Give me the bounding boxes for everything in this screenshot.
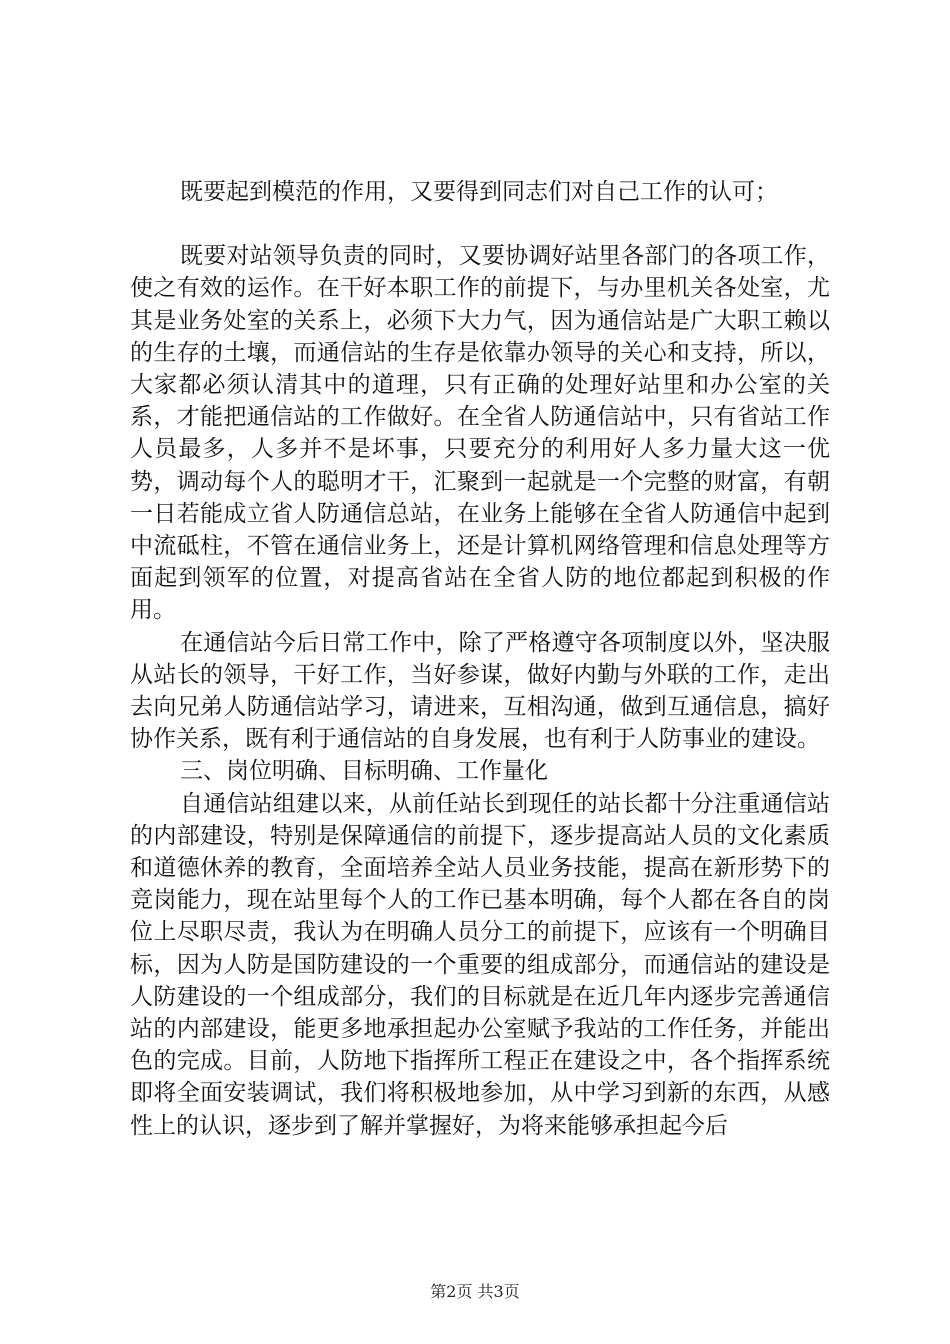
- paragraph-model-role: 既要起到模范的作用，又要得到同志们对自己工作的认可；: [180, 179, 778, 205]
- paragraph-coordination: 既要对站领导负责的同时，又要协调好站里各部门的各项工作，使之有效的运作。在干好本职工作的前提下，与办里机关各处室，尤其是业务处室的关系上，必须下大力气，因为通信站是广大职工赖以的生存的土壤，而通信站的生存是依靠办领导的关心和支持，所以，大家都必须认清其中的道理，只有正确的处理好站里和办公室的关系，才能把通信站的工作做好。在全省人防通信站中，只有省站工作人员最多，人多并不是坏事，只要充分的利用好人多力量大这一优势，调动每个人的聪明才干，汇聚到一起就是一个完整的财富，有朝一日若能成立省人防通信总站，在业务上能够在全省人防通信中起到中流砥柱，不管在通信业务上，还是计算机网络管理和信息处理等方面起到领军的位置，对提高省站在全省人防的地位都起到积极的作用。: [130, 243, 830, 624]
- document-body: [130, 176, 830, 1142]
- page-footer: 第2页 共3页: [430, 1282, 520, 1301]
- paragraph-goals: 自通信站组建以来，从前任站长到现任的站长都十分注重通信站的内部建设，特别是保障通信的前提下，逐步提高站人员的文化素质和道德休养的教育，全面培养全站人员业务技能，提高在新形势下的竞岗能力，现在站里每个人的工作已基本明确，每个人都在各自的岗位上尽职尽责，我认为在明确人员分工的前提下，应该有一个明确目标，因为人防是国防建设的一个重要的组成部分，而通信站的建设是人防建设的一个组成部分，我们的目标就是在近几年内逐步完善通信站的内部建设，能更多地承担起办公室赋予我站的工作任务，并能出色的完成。目前，人防地下指挥所工程正在建设之中，各个指挥系统即将全面安装调试，我们将积极地参加，从中学习到新的东西，从感性上的认识，逐步到了解并掌握好，为将来能够承担起今后: [130, 790, 830, 1139]
- paragraph-daily-work: 在通信站今后日常工作中，除了严格遵守各项制度以外，坚决服从站长的领导，干好工作，当好参谋，做好内勤与外联的工作，走出去向兄弟人防通信站学习，请进来，互相沟通，做到互通信息，搞好协作关系，既有利于通信站的自身发展，也有利于人防事业的建设。: [130, 629, 830, 753]
- section-heading: 三、岗位明确、目标明确、工作量化: [180, 758, 548, 785]
